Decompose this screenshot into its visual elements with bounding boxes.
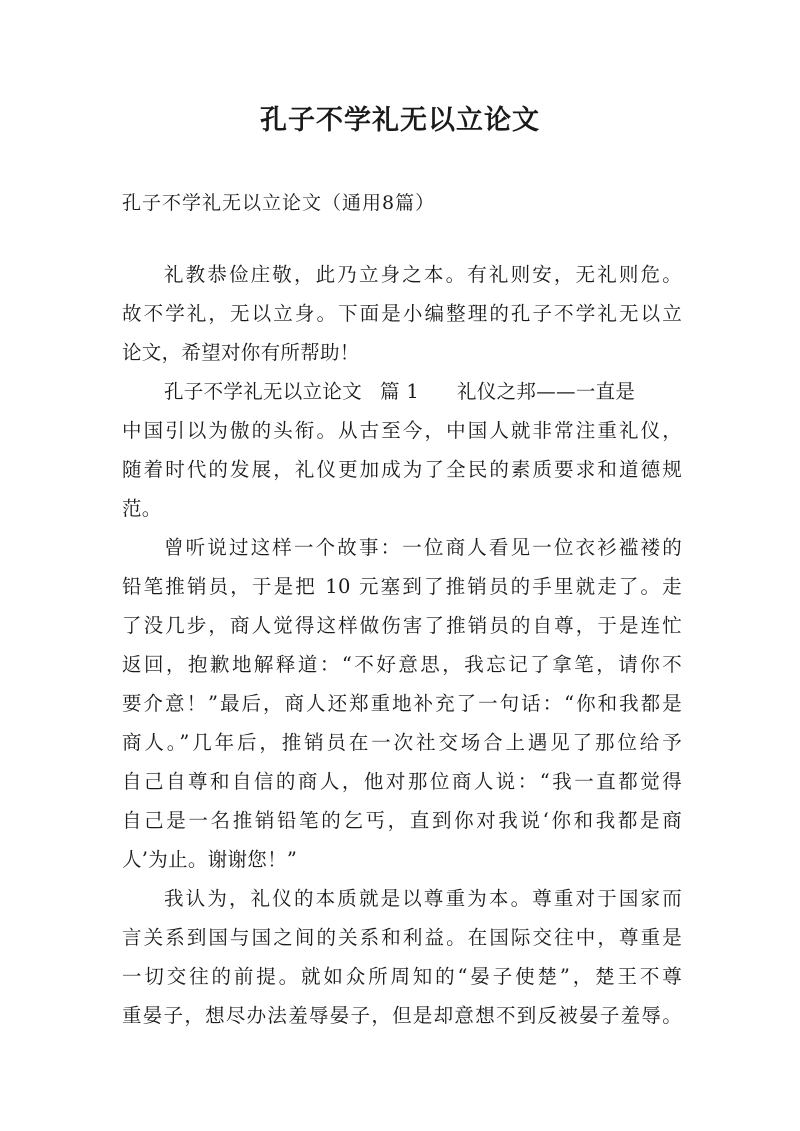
text-line: 论文，希望对你有所帮助！ xyxy=(122,341,360,364)
section-title: 孔子不学礼无以立论文 xyxy=(164,380,363,403)
text-line: 曾听说过这样一个故事：一位商人看见一位衣衫褴褛的 xyxy=(164,536,682,559)
document-title: 孔子不学礼无以立论文 xyxy=(260,105,540,136)
text-line: 一切交往的前提。就如众所周知的“晏子使楚”，楚王不尊 xyxy=(122,965,682,988)
text-line: 言关系到国与国之间的关系和利益。在国际交往中，尊重是 xyxy=(122,926,682,949)
text-line: 重晏子，想尽办法羞辱晏子，但是却意想不到反被晏子羞辱。 xyxy=(122,1004,682,1027)
text-line: 自己是一名推销铅笔的乞丐，直到你对我说‘你和我都是商 xyxy=(122,809,682,832)
section-number: 篇 1 xyxy=(380,380,420,403)
text-line: 随着时代的发展，礼仪更加成为了全民的素质要求和道德规 xyxy=(122,458,682,481)
text-line: 返回，抱歉地解释道：“不好意思，我忘记了拿笔，请你不 xyxy=(122,653,682,676)
text-line: 故不学礼，无以立身。下面是小编整理的孔子不学礼无以立 xyxy=(122,302,682,325)
text-line: 礼教恭俭庄敬，此乃立身之本。有礼则安，无礼则危。 xyxy=(164,263,682,286)
section-text-start: 礼仪之邦——一直是 xyxy=(457,380,636,403)
document-body xyxy=(122,255,682,1035)
text-line: 范。 xyxy=(122,497,162,520)
text-line: 自己自尊和自信的商人，他对那位商人说：“我一直都觉得 xyxy=(122,770,682,793)
text-line: 商人。”几年后，推销员在一次社交场合上遇见了那位给予 xyxy=(122,731,682,754)
text-line: 铅笔推销员，于是把 10 元塞到了推销员的手里就走了。走 xyxy=(122,575,682,598)
text-line: 中国引以为傲的头衔。从古至今，中国人就非常注重礼仪， xyxy=(122,419,682,442)
section-heading-line xyxy=(122,372,682,411)
text-line: 了没几步，商人觉得这样做伤害了推销员的自尊，于是连忙 xyxy=(122,614,682,637)
text-line: 我认为，礼仪的本质就是以尊重为本。尊重对于国家而 xyxy=(164,887,682,910)
document-subtitle: 孔子不学礼无以立论文（通用8篇） xyxy=(122,192,436,214)
text-line: 要介意！”最后，商人还郑重地补充了一句话：“你和我都是 xyxy=(122,692,682,715)
text-line: 人’为止。谢谢您！” xyxy=(122,848,298,871)
